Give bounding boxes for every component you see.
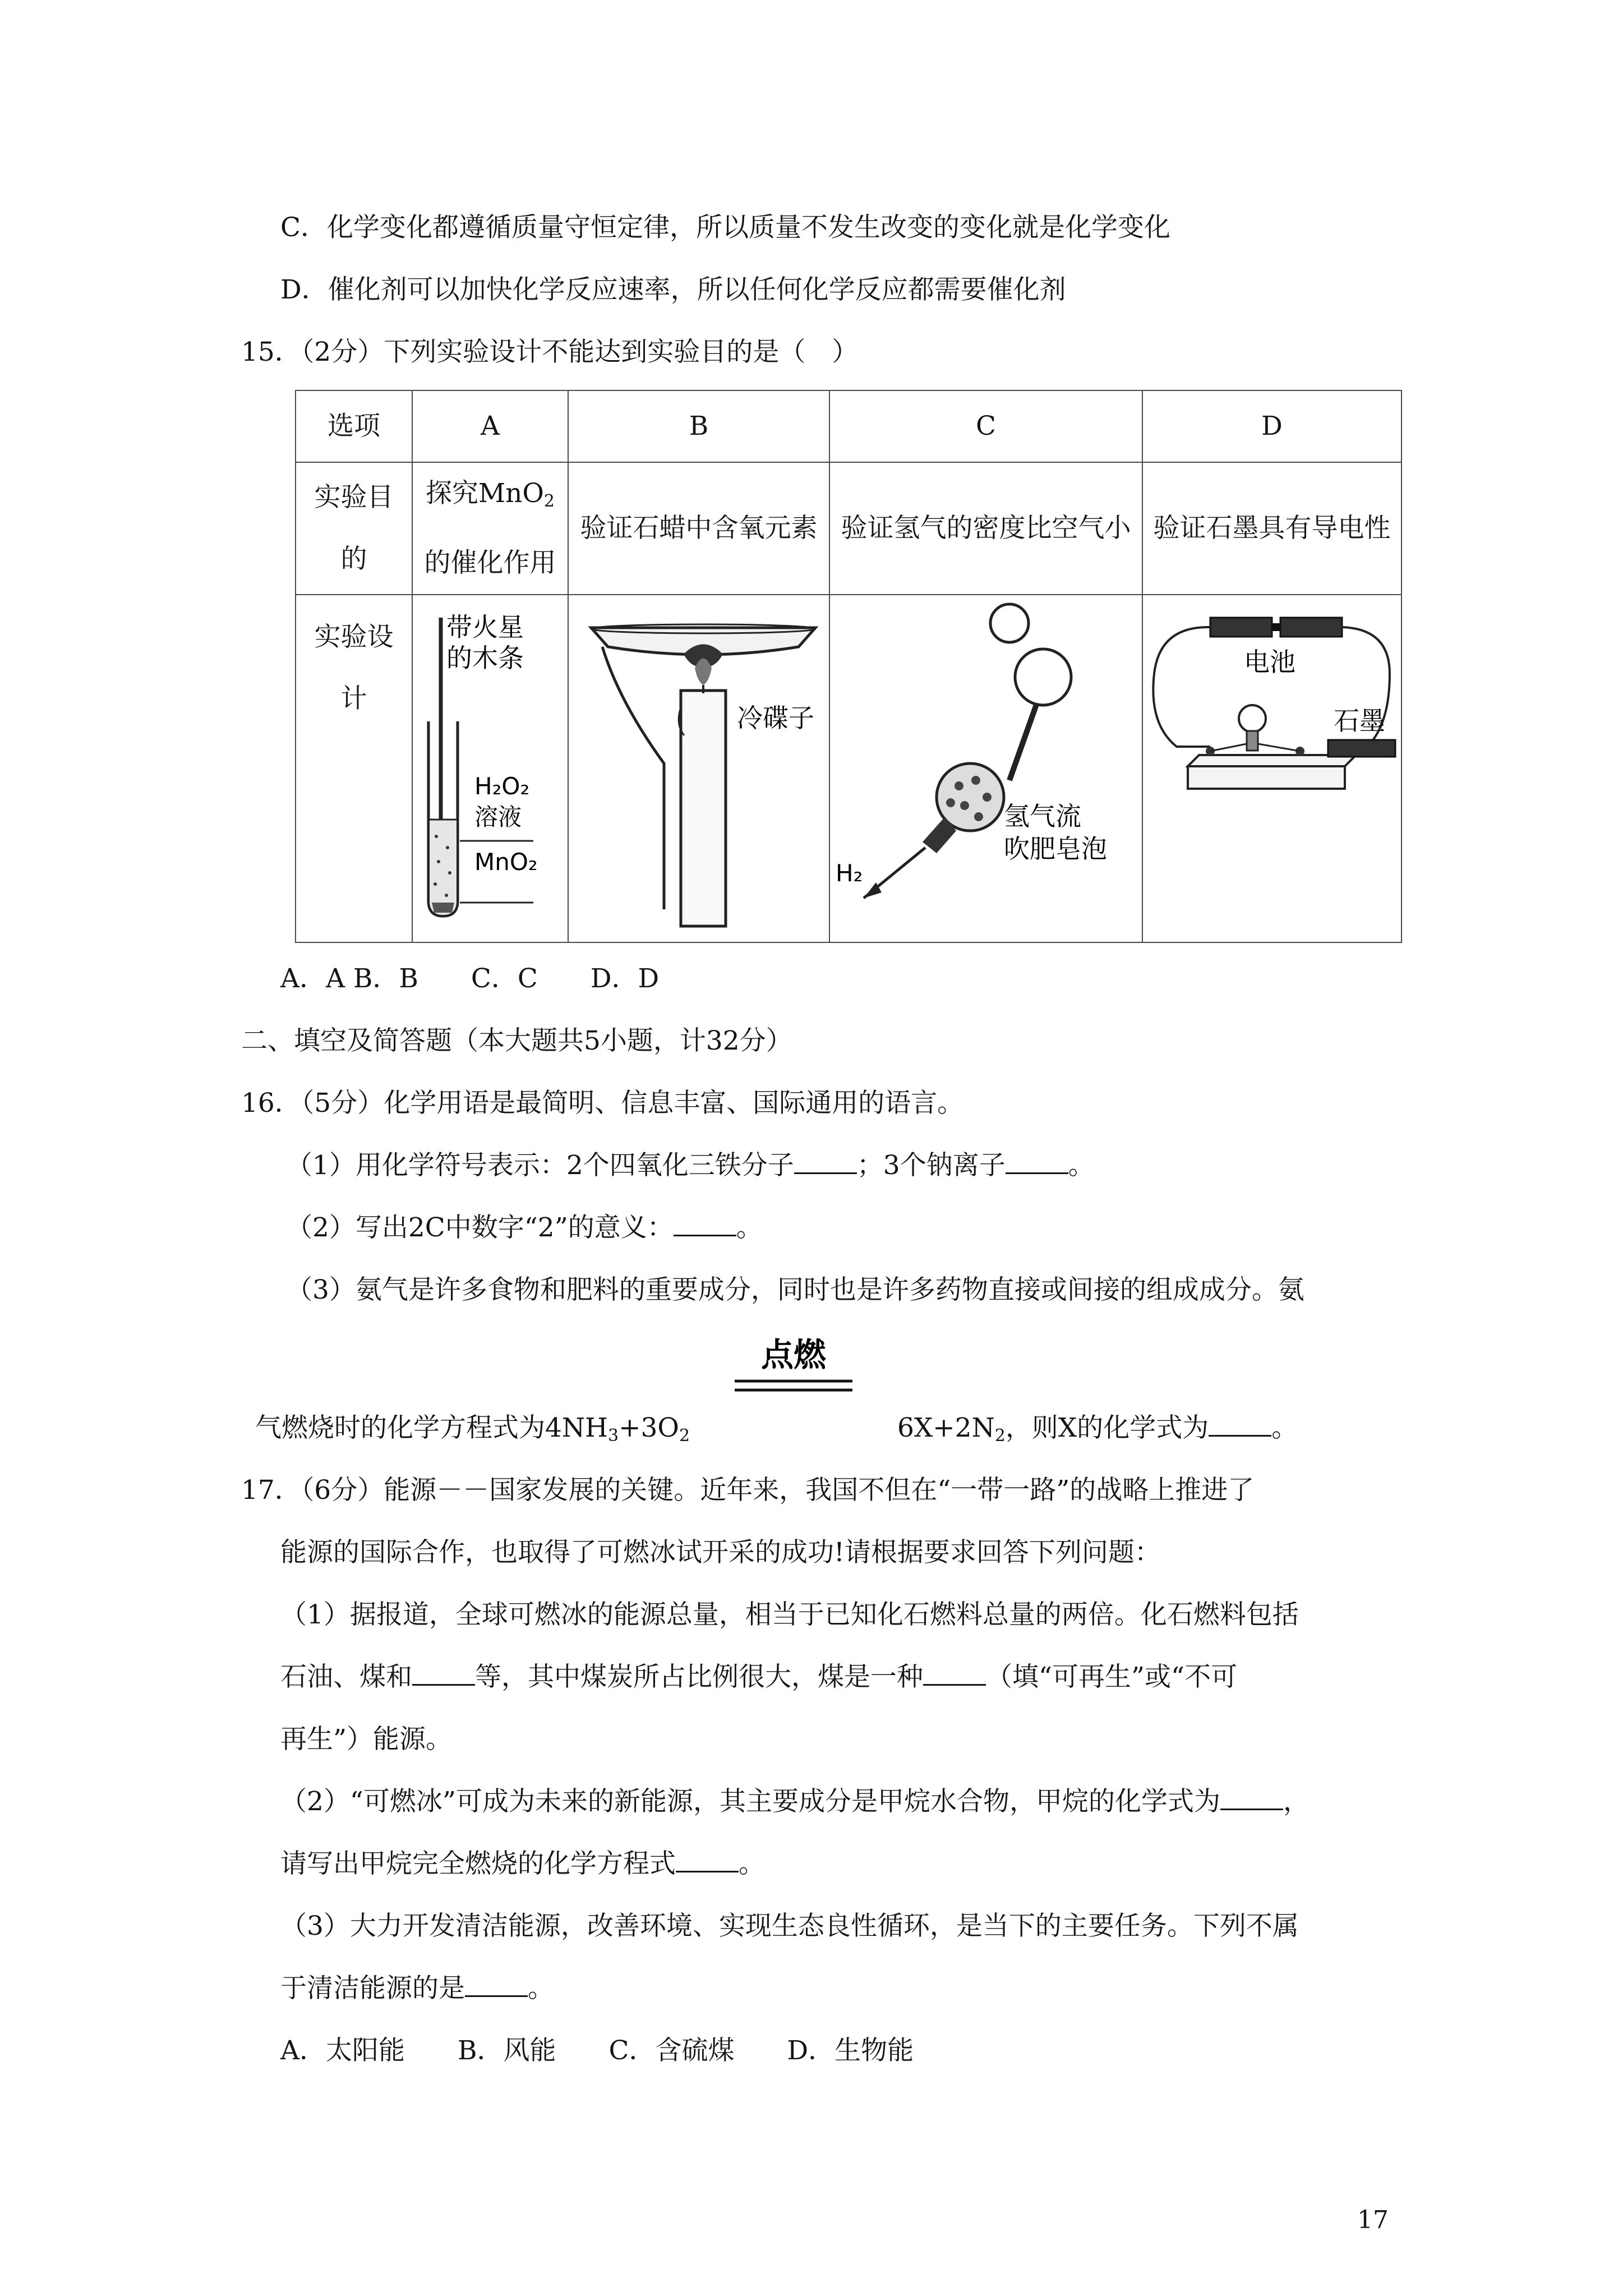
- figure-a-cell: [412, 595, 568, 942]
- figure-c-cell: [829, 595, 1142, 942]
- answer-blank[interactable]: [412, 1662, 475, 1686]
- fig-d-label-1: 电池: [1244, 647, 1295, 677]
- soap-bubble-figure: [830, 595, 1143, 942]
- fig-a-label-4: 溶液: [474, 803, 522, 831]
- fig-c-label-1: 氢气流: [1004, 801, 1081, 831]
- header-a: A: [412, 390, 568, 462]
- fig-c-label-2: 吹肥皂泡: [1004, 834, 1107, 864]
- option-c: C．化学变化都遵循质量守恒定律，所以质量不发生改变的变化就是化学变化: [280, 212, 1170, 243]
- q15-answer-options: A．A B．B C．C D．D: [280, 963, 660, 994]
- section-heading: 二、填空及简答题（本大题共5小题，计32分）: [241, 1025, 792, 1056]
- fig-b-label-1: 冷碟子: [737, 703, 814, 733]
- q17-part-1-cont: 石油、煤和 等，其中煤炭所占比例很大，煤是一种 （填“可再生”或“不可: [280, 1662, 1238, 1692]
- header-option: 选项: [296, 390, 412, 462]
- answer-blank[interactable]: [1209, 1412, 1271, 1437]
- figure-d-cell: [1142, 595, 1401, 942]
- fig-a-label-5: MnO₂: [474, 848, 538, 876]
- answer-blank[interactable]: [1006, 1150, 1068, 1174]
- answer-blank[interactable]: [1220, 1786, 1283, 1810]
- q17-part-1: （1）据报道，全球可燃冰的能源总量，相当于已知化石燃料总量的两倍。化石燃料包括: [280, 1599, 1299, 1630]
- answer-blank[interactable]: [465, 1973, 528, 1997]
- figure-b-cell: [568, 595, 829, 942]
- purpose-d: 验证石墨具有导电性: [1142, 462, 1401, 595]
- question-17-cont: 能源的国际合作，也取得了可燃冰试开采的成功!请根据要求回答下列问题：: [280, 1537, 1161, 1568]
- test-tube-figure: [413, 595, 569, 942]
- fig-a-label-3: H₂O₂: [474, 772, 530, 800]
- question-15: 15．（2分）下列实验设计不能达到实验目的是（ ）: [241, 337, 859, 367]
- q17-part-3: （3）大力开发清洁能源，改善环境、实现生态良性循环，是当下的主要任务。下列不属: [280, 1911, 1299, 1941]
- design-label: 实验设计: [296, 595, 412, 942]
- answer-blank[interactable]: [794, 1150, 857, 1174]
- purpose-b: 验证石蜡中含氧元素: [568, 462, 829, 595]
- experiment-table: [295, 390, 1402, 943]
- option-d: D．催化剂可以加快化学反应速率，所以任何化学反应都需要催化剂: [280, 274, 1066, 305]
- page-number: 17: [1357, 2206, 1389, 2234]
- q17-part-1-end: 再生”）能源。: [280, 1724, 453, 1755]
- purpose-c: 验证氢气的密度比空气小: [829, 462, 1142, 595]
- q17-part-2-cont: 请写出甲烷完全燃烧的化学方程式 。: [280, 1848, 765, 1879]
- fig-d-label-2: 石墨: [1334, 706, 1385, 736]
- q17-options: A．太阳能 B．风能 C．含硫煤 D．生物能: [280, 2035, 914, 2066]
- fig-a-label-2: 的木条: [446, 643, 524, 673]
- fig-a-label-1: 带火星: [446, 612, 524, 642]
- q17-part-3-cont: 于清洁能源的是 。: [280, 1973, 554, 2004]
- answer-blank[interactable]: [676, 1848, 739, 1872]
- purpose-a: 探究MnO$_2$的催化作用: [412, 462, 568, 595]
- circuit-figure: [1143, 595, 1402, 942]
- header-d: D: [1142, 390, 1401, 462]
- header-c: C: [829, 390, 1142, 462]
- answer-blank[interactable]: [674, 1212, 736, 1236]
- answer-blank[interactable]: [923, 1662, 986, 1686]
- q16-part-1: （1）用化学符号表示：2个四氧化三铁分子 ；3个钠离子 。: [286, 1150, 1095, 1181]
- q16-part-3: （3）氨气是许多食物和肥料的重要成分，同时也是许多药物直接或间接的组成成分。氨: [286, 1274, 1304, 1305]
- purpose-label: 实验目的: [296, 462, 412, 595]
- question-17: 17．（6分）能源－－国家发展的关键。近年来，我国不但在“一带一路”的战略上推进了: [241, 1475, 1255, 1506]
- q16-equation-line: 气燃烧时的化学方程式为$4NH_3+3O_2$ $6X+2N_2$，则X的化学式为 。: [255, 1412, 1298, 1446]
- ignite-condition: [729, 1335, 858, 1402]
- q16-part-2: （2）写出2C中数字“2”的意义： 。: [286, 1212, 763, 1243]
- ignite-label: 点燃: [760, 1336, 827, 1374]
- fig-c-label-3: H₂: [836, 859, 863, 887]
- question-16: 16．（5分）化学用语是最简明、信息丰富、国际通用的语言。: [241, 1088, 964, 1119]
- q17-part-2: （2）“可燃冰”可成为未来的新能源，其主要成分是甲烷水合物，甲烷的化学式为 ，: [280, 1786, 1310, 1817]
- cold-dish-figure: [569, 595, 830, 942]
- header-b: B: [568, 390, 829, 462]
